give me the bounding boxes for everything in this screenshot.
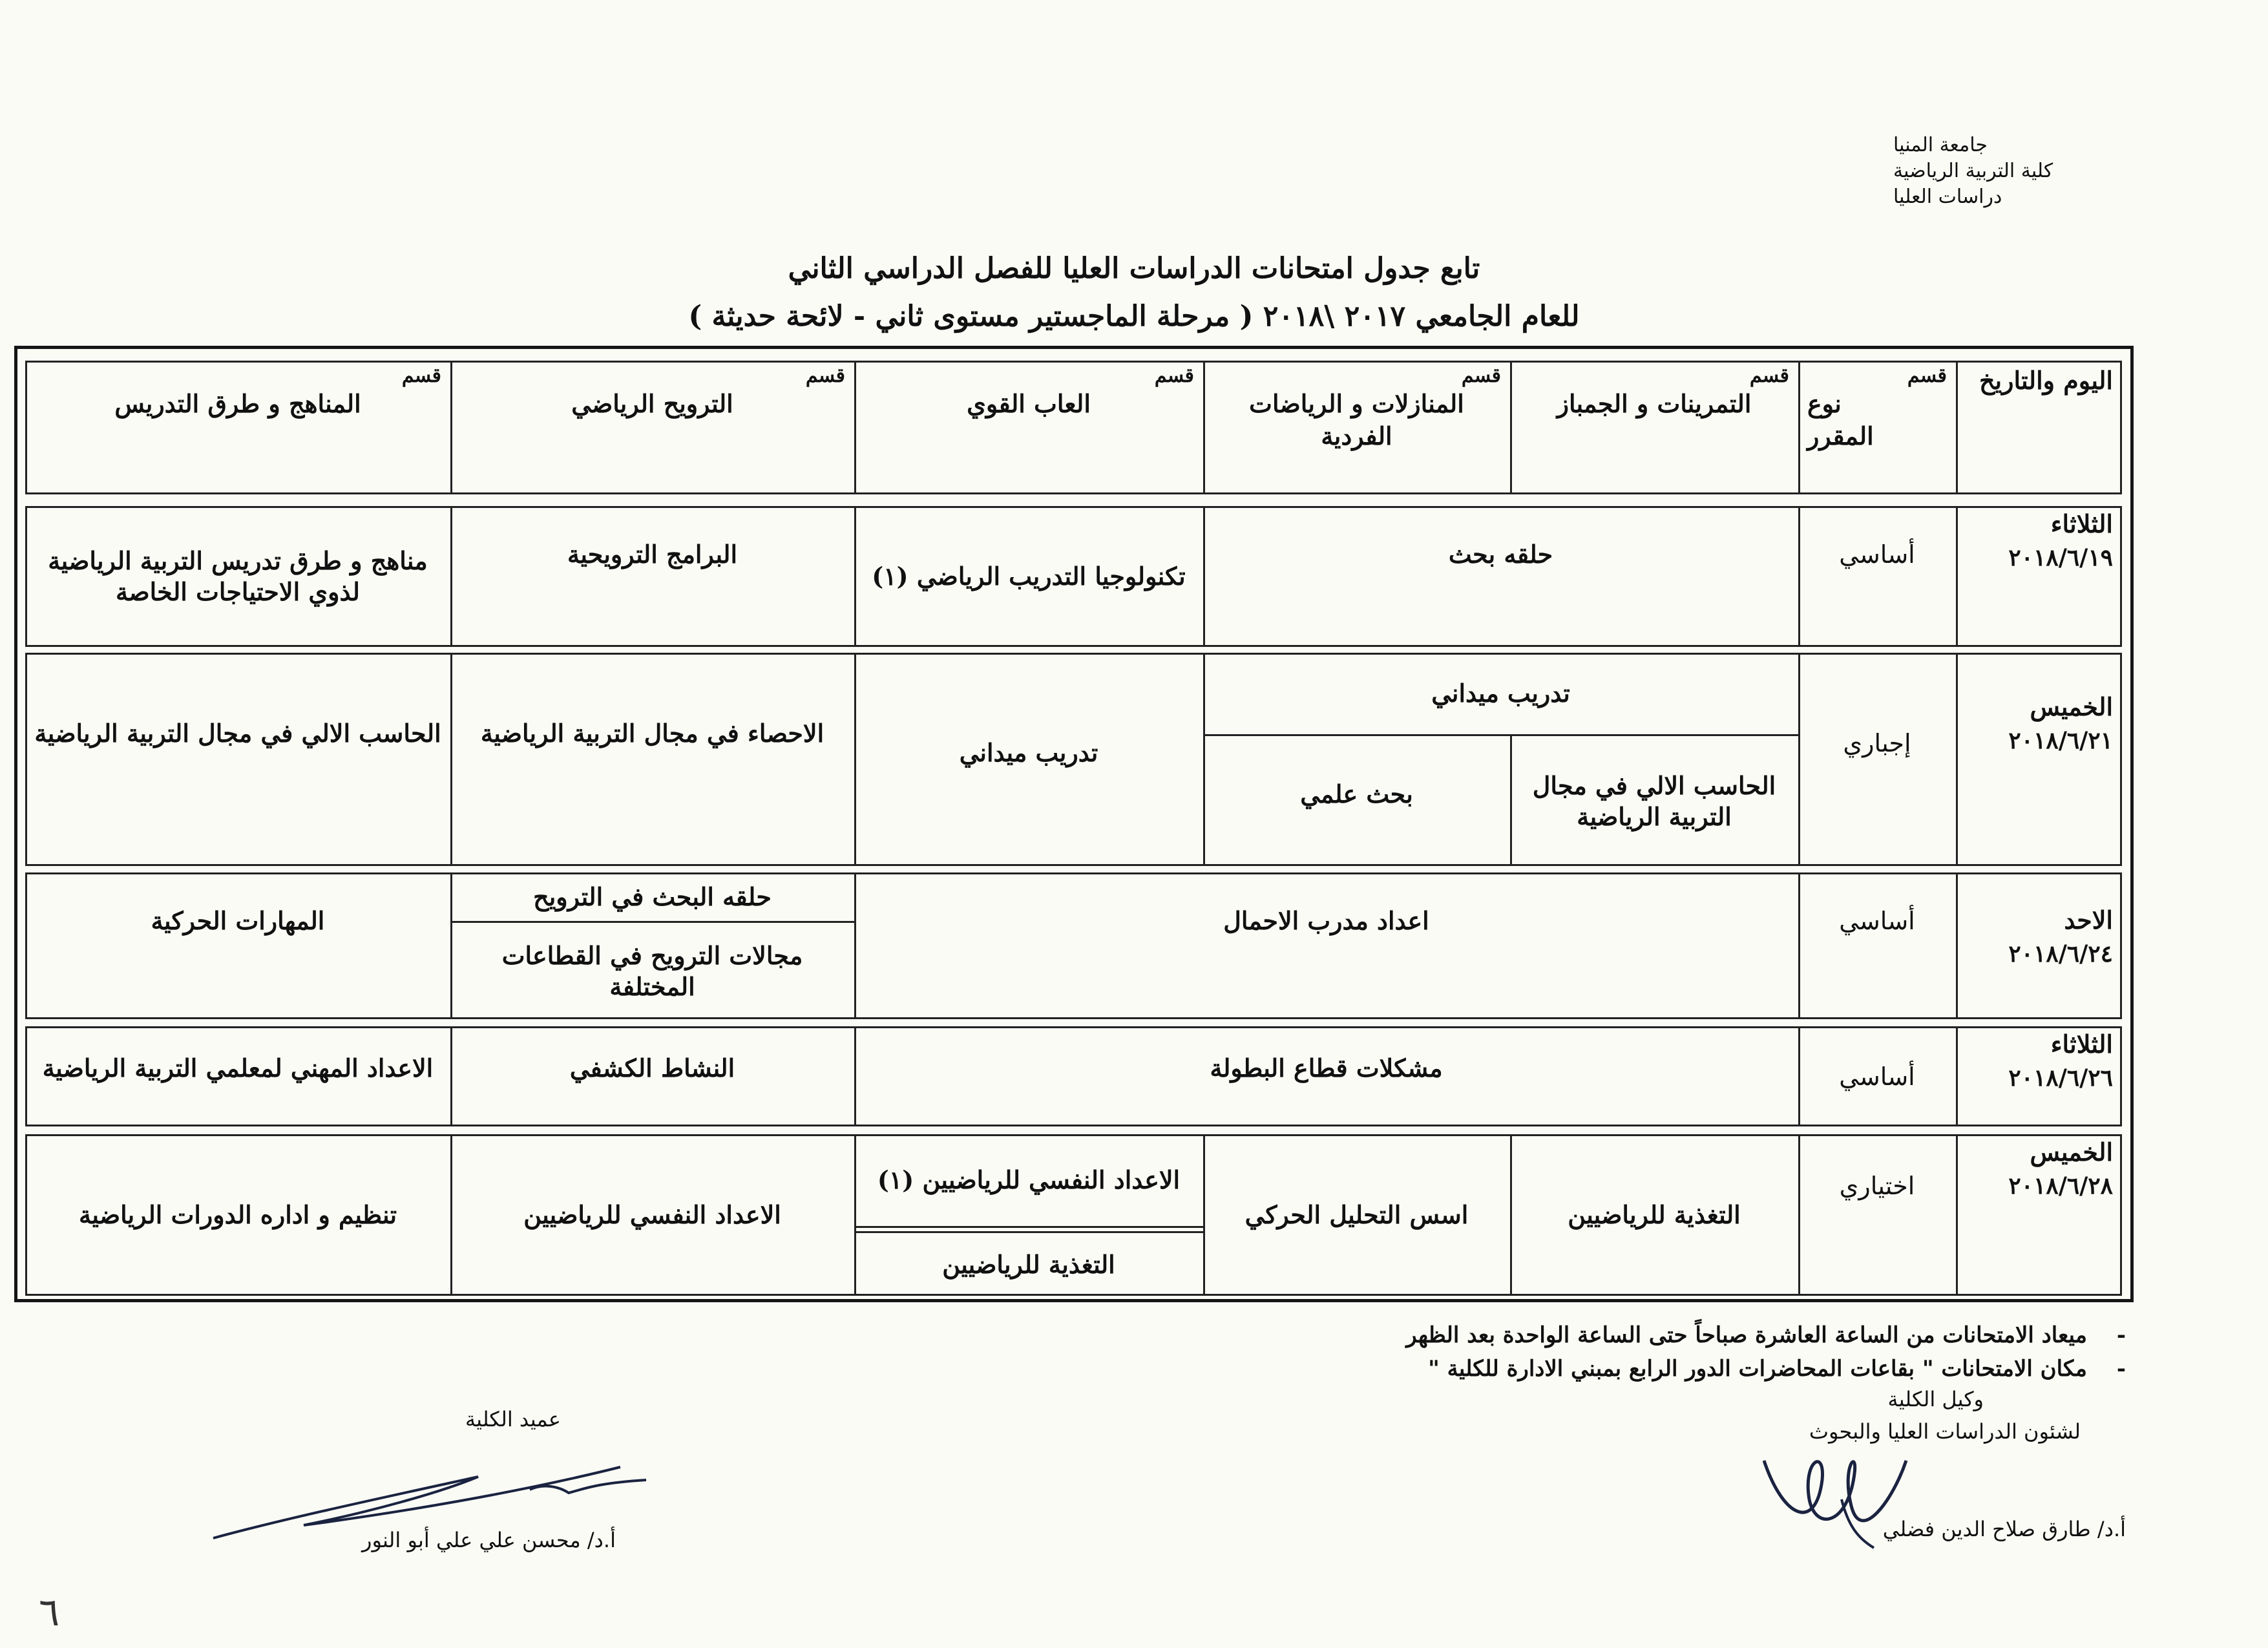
row4-dept1-3: مشكلات قطاع البطولة [1210,1053,1443,1083]
row2-dept1-2-top: تدريب ميداني [1431,679,1570,708]
row3-dept5: المهارات الحركية [151,906,325,935]
vice-dean-name: أ.د/ طارق صلاح الدين فضلي [1882,1517,2126,1541]
exam-schedule-table [14,346,2134,1302]
row1-course-type: أساسي [1839,540,1915,569]
note-exam-location: - مكان الامتحانات " بقاعات المحاضرات الدور الرابع بمبني الادارة للكلية " [834,1352,2126,1386]
exam-notes [834,1318,2126,1386]
header-day-date: اليوم والتاريخ [1979,366,2113,395]
university-name: جامعة المنيا [1893,134,1988,156]
row5-dept2: اسس التحليل الحركي [1244,1200,1469,1229]
dean-name: أ.د/ محسن علي علي أبو النور [362,1528,616,1552]
vice-dean-title: وكيل الكلية [1887,1387,1984,1411]
row5-dept4: الاعداد النفسي للرياضيين [523,1200,781,1229]
office-name: دراسات العليا [1893,185,2002,208]
row1-day-date: الثلاثاء ٢٠١٨/٦/١٩ [2008,509,2113,571]
row1-dept3: تكنولوجيا التدريب الرياضي (١) [872,562,1186,591]
header-course-type: قسم نوع المقرر [1807,364,1947,450]
page-number: ٦ [39,1590,60,1635]
header-dept-gymnastics: قسم التمرينات و الجمباز [1557,364,1789,418]
row2-dept4: الاحصاء في مجال التربية الرياضية [480,719,824,748]
row5-day-date: الخميس ٢٠١٨/٦/٢٨ [2008,1137,2113,1199]
row2-dept3: تدريب ميداني [959,738,1098,767]
row5-dept5: تنظيم و اداره الدورات الرياضية [79,1200,397,1229]
row4-dept5: الاعداد المهني لمعلمي التربية الرياضية [42,1053,434,1083]
document-subtitle: للعام الجامعي ٢٠١٧ \٢٠١٨ ( مرحلة الماجستير مستوى ثاني - لائحة حديثة ) [688,300,1580,333]
vice-dean-office: لشئون الدراسات العليا والبحوث [1809,1419,2081,1444]
row3-day-date: الاحد ٢٠١٨/٦/٢٤ [2008,905,2113,967]
row1-dept1-2: حلقه بحث [1448,540,1553,569]
row3-dept1-3: اعداد مدرب الاحمال [1223,906,1429,935]
row5-dept3-bottom: التغذية للرياضيين [942,1249,1115,1279]
row4-dept4: النشاط الكشفي [569,1053,735,1083]
row2-dept5: الحاسب الالي في مجال التربية الرياضية [34,719,441,748]
row2-dept1: الحاسب الالي في مجال التربية الرياضية [1532,770,1776,831]
row1-dept4: البرامج الترويحية [567,540,738,569]
header-dept-recreation: قسم الترويح الرياضي [571,364,845,418]
row4-day-date: الثلاثاء ٢٠١٨/٦/٢٦ [2008,1030,2113,1092]
row2-dept2: بحث علمي [1300,779,1413,808]
document-title: تابع جدول امتحانات الدراسات العليا للفصل الدراسي الثاني [788,252,1480,285]
header-dept-curricula: قسم المناهج و طرق التدريس [114,364,441,418]
faculty-name: كلية التربية الرياضية [1893,160,2053,182]
dean-title: عميد الكلية [465,1407,561,1431]
row3-course-type: أساسي [1839,907,1915,935]
header-dept-athletics: قسم العاب القوي [967,364,1194,418]
row3-dept4-bottom: مجالات الترويح في القطاعات المختلفة [501,940,803,1001]
row5-course-type: اختياري [1839,1172,1915,1200]
note-exam-time: - ميعاد الامتحانات من الساعة العاشرة صباحاً حتى الساعة الواحدة بعد الظهر [834,1318,2126,1352]
row1-dept5: مناهج و طرق تدريس التربية الرياضية لذوي الاحتياجات الخاصة [48,546,428,606]
row3-dept4-top: حلقه البحث في الترويح [533,882,772,911]
row2-course-type: إجباري [1843,729,1911,757]
row4-course-type: أساسي [1839,1062,1915,1091]
row5-dept3-top: الاعداد النفسي للرياضيين (١) [877,1165,1181,1194]
row5-dept1: التغذية للرياضيين [1568,1200,1741,1229]
header-dept-combat-sports: قسم المنازلات و الرياضات الفردية [1249,364,1501,450]
row2-day-date: الخميس ٢٠١٨/٦/٢١ [2008,692,2113,754]
institution-header [1893,132,2139,210]
